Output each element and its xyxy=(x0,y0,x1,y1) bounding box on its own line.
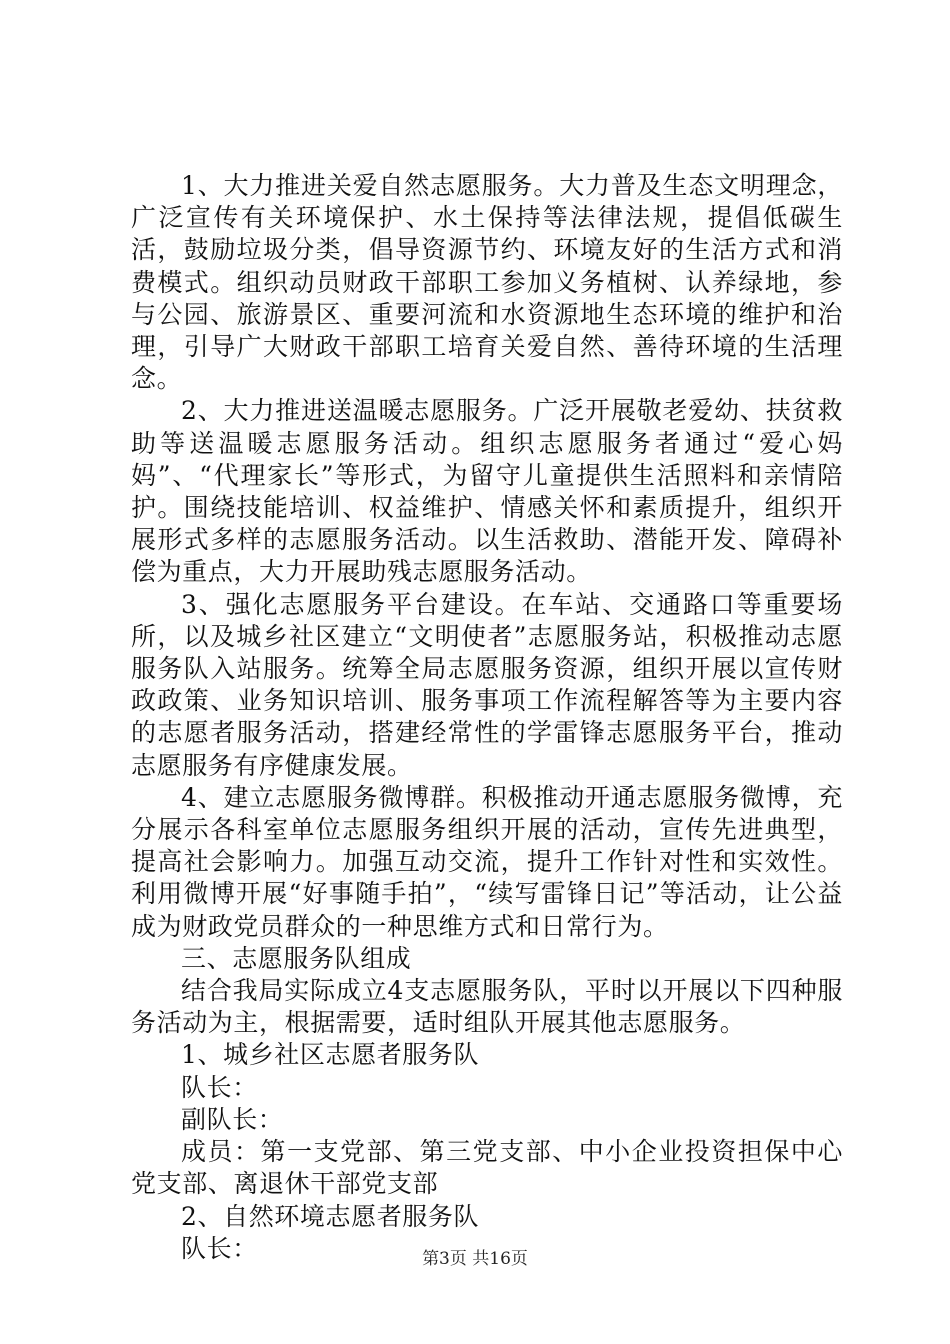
team-deputy-leader-line: 副队长： xyxy=(181,1104,284,1134)
team-leader-line: 队长： xyxy=(181,1072,258,1102)
paragraph-nature-service: 1、大力推进关爱自然志愿服务。大力普及生态文明理念，广泛宣传有关环境保护、水土保持等法律法规，提倡低碳生活，鼓励垃圾分类，倡导资源节约、环境友好的生活方式和消费模式。组织动员财政干部职工参加义务植树、认养绿地，参与公园、旅游景区、重要河流和水资源地生态环境的维护和治理，引导广大财政干部职工培育关爱自然、善待环境的生活理念。 xyxy=(131,171,843,394)
team-leader-line-2: 队长： xyxy=(181,1233,258,1263)
paragraph-team-intro: 结合我局实际成立4支志愿服务队，平时以开展以下四种服务活动为主，根据需要，适时组队开展其他志愿服务。 xyxy=(131,976,843,1038)
page-number-footer: 第3页 共16页 xyxy=(422,1249,528,1269)
team-title-community: 1、城乡社区志愿者服务队 xyxy=(181,1040,480,1070)
paragraph-warmth-service: 2、大力推进送温暖志愿服务。广泛开展敬老爱幼、扶贫救助等送温暖志愿服务活动。组织志愿服务者通过“爱心妈妈”、“代理家长”等形式，为留守儿童提供生活照料和亲情陪护。围绕技能培训、权益维护、情感关怀和素质提升，组织开展形式多样的志愿服务活动。以生活救助、潜能开发、障碍补偿为重点，大力开展助残志愿服务活动。 xyxy=(131,396,843,587)
paragraph-weibo-group: 4、建立志愿服务微博群。积极推动开通志愿服务微博，充分展示各科室单位志愿服务组织开展的活动，宣传先进典型，提高社会影响力。加强互动交流，提升工作针对性和实效性。利用微博开展“好事随手拍”，“续写雷锋日记”等活动，让公益成为财政党员群众的一种思维方式和日常行为。 xyxy=(131,782,843,941)
section-heading-team-composition: 三、志愿服务队组成 xyxy=(181,943,412,973)
paragraph-platform-building: 3、强化志愿服务平台建设。在车站、交通路口等重要场所，以及城乡社区建立“文明使者”志愿服务站，积极推动志愿服务队入站服务。统筹全局志愿服务资源，组织开展以宣传财政政策、业务知识培训、服务事项工作流程解答等为主要内容的志愿者服务活动，搭建经常性的学雷锋志愿服务平台，推动志愿服务有序健康发展。 xyxy=(131,589,843,780)
team-title-environment: 2、自然环境志愿者服务队 xyxy=(181,1201,480,1231)
team-members-line: 成员：第一支党部、第三党支部、中小企业投资担保中心党支部、离退休干部党支部 xyxy=(131,1137,843,1199)
document-body xyxy=(131,170,843,1265)
